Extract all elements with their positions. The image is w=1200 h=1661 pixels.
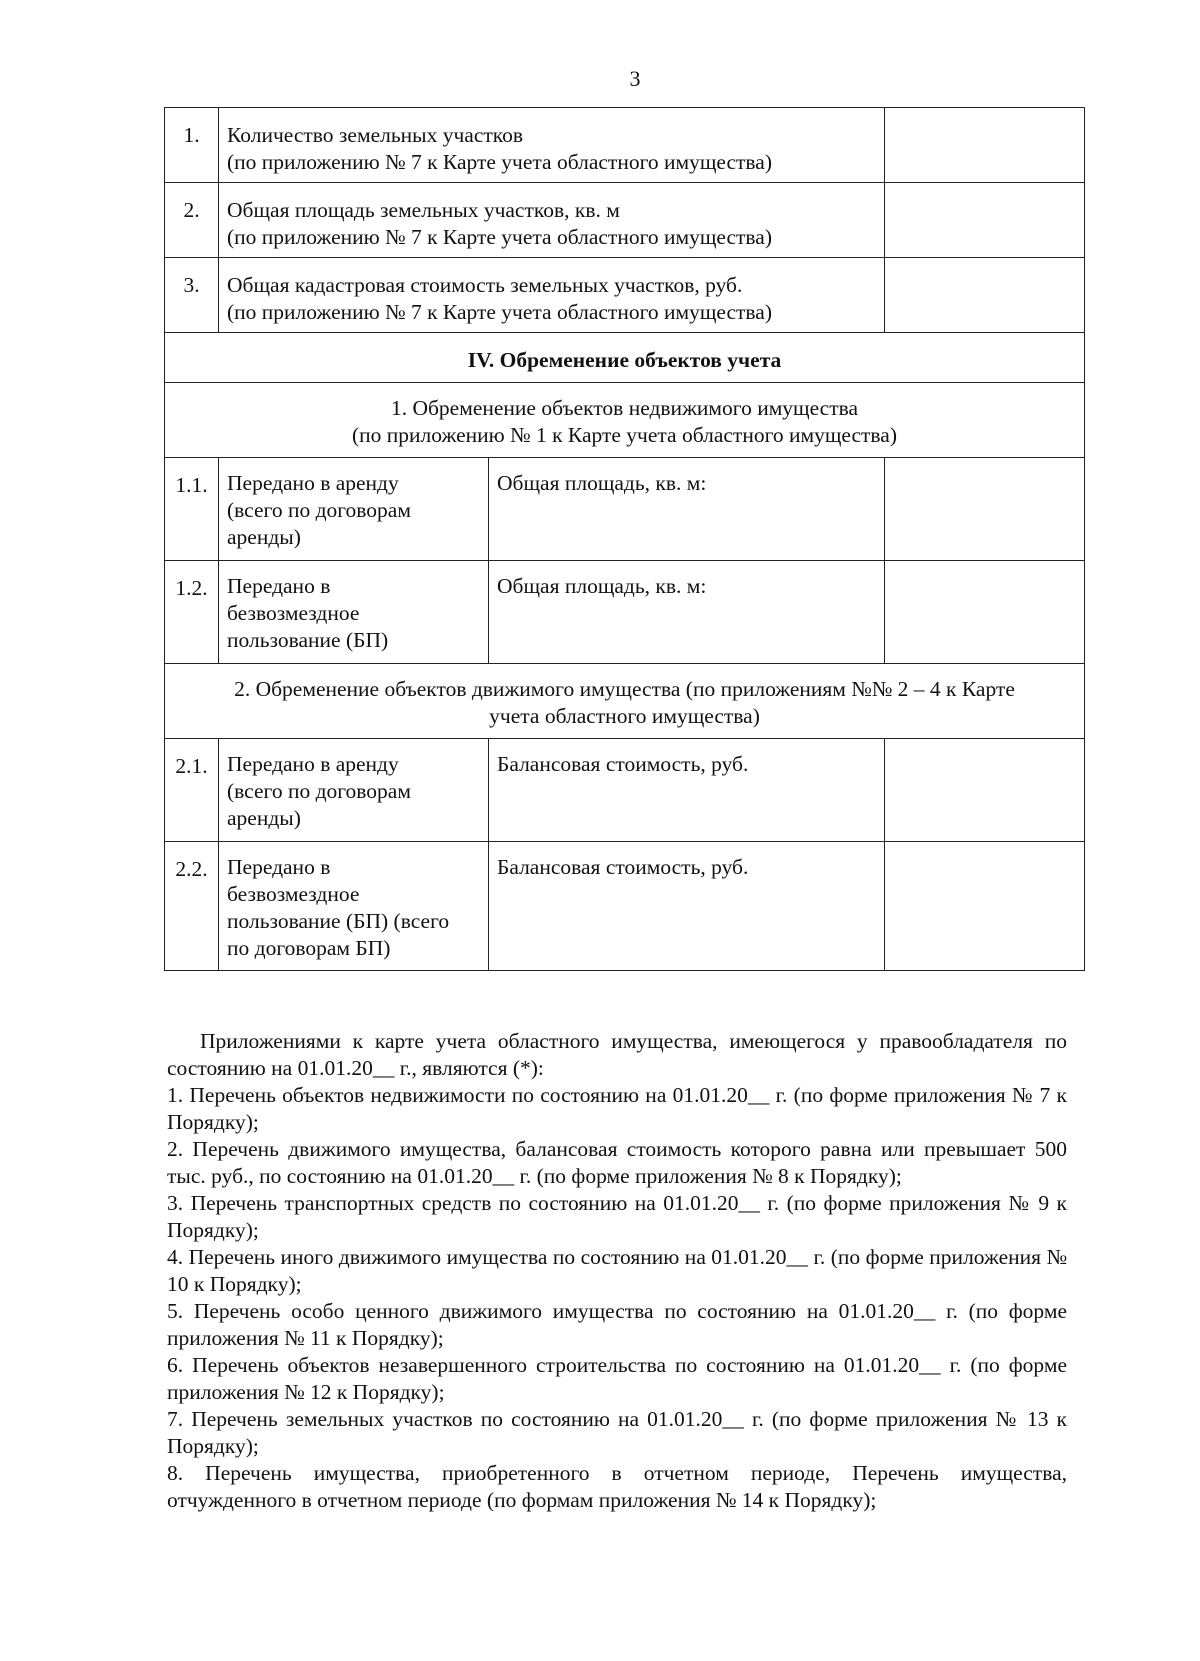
appendix-item: 7. Перечень земельных участков по состоянию на 01.01.20__ г. (по форме приложения № 13 к Порядку); [167,1407,1067,1458]
row-number: 2.1. [165,739,219,842]
row-number: 1.2. [165,561,219,664]
row-label-line: пользование (БП) (всего [227,909,450,933]
row-label-line: по договорам БП) [227,936,391,960]
appendix-item: 4. Перечень иного движимого имущества по состоянию на 01.01.20__ г. (по форме приложения № 10 к Порядку); [167,1245,1067,1296]
row-label-line: Передано в аренду [227,471,399,495]
row-description-line: Общая площадь земельных участков, кв. м [227,198,620,222]
row-label [219,842,489,971]
row-description-line: Общая кадастровая стоимость земельных участков, руб. [227,273,743,297]
row-metric: Общая площадь, кв. м: [489,458,885,561]
group-title-line: 2. Обременение объектов движимого имущества (по приложениям №№ 2 – 4 к Карте [234,677,1015,701]
group-title [165,664,1085,739]
row-metric: Балансовая стоимость, руб. [489,842,885,971]
row-label-line: Передано в [227,574,331,598]
row-label-line: безвозмездное [227,601,360,625]
table-row-land-area [165,183,1085,258]
row-label-line: (всего по договорам [227,779,411,803]
row-label [219,739,489,842]
row-metric: Балансовая стоимость, руб. [489,739,885,842]
value-cell[interactable] [885,108,1085,183]
row-label [219,561,489,664]
appendix-list [167,1028,1067,1514]
row-number: 2. [165,183,219,258]
table-row-movable-lease [165,739,1085,842]
table-row-land-cadastral-value [165,258,1085,333]
group-header-row-movable [165,664,1085,739]
value-cell[interactable] [885,842,1085,971]
row-description-line: (по приложению № 7 к Карте учета областного имущества) [227,150,772,174]
value-cell[interactable] [885,183,1085,258]
row-label-line: пользование (БП) [227,628,389,652]
appendix-item: 3. Перечень транспортных средств по состоянию на 01.01.20__ г. (по форме приложения № 9 к Порядку); [167,1191,1067,1242]
row-label-line: (всего по договорам [227,498,411,522]
appendix-item: 6. Перечень объектов незавершенного строительства по состоянию на 01.01.20__ г. (по форме приложения № 12 к Порядку); [167,1353,1067,1404]
row-description-line: Количество земельных участков [227,123,524,147]
property-accounting-table [164,107,1085,971]
appendix-item: 5. Перечень особо ценного движимого имущества по состоянию на 01.01.20__ г. (по форме приложения № 11 к Порядку); [167,1299,1067,1350]
value-cell[interactable] [885,739,1085,842]
group-header-row-real-estate [165,383,1085,458]
appendix-item: 8. Перечень имущества, приобретенного в отчетном периоде, Перечень имущества, отчужденного в отчетном периоде (по формам приложения № 14 к Порядку); [167,1461,1067,1512]
group-title-line: (по приложению № 1 к Карте учета областного имущества) [352,423,897,447]
section-title: IV. Обременение объектов учета [165,333,1085,383]
row-number: 3. [165,258,219,333]
row-number: 1. [165,108,219,183]
row-description [219,258,885,333]
row-description-line: (по приложению № 7 к Карте учета областного имущества) [227,225,772,249]
row-label-line: аренды) [227,806,301,830]
row-description [219,183,885,258]
row-label-line: аренды) [227,525,301,549]
row-number: 1.1. [165,458,219,561]
group-title [165,383,1085,458]
group-title-line: учета областного имущества) [489,704,760,728]
value-cell[interactable] [885,258,1085,333]
page-number: 3 [629,66,641,91]
table-row-real-estate-free-use [165,561,1085,664]
appendix-intro: Приложениями к карте учета областного имущества, имеющегося у правообладателя по состоянию на 01.01.20__ г., являются (*): [167,1029,1067,1080]
appendix-item: 1. Перечень объектов недвижимости по состоянию на 01.01.20__ г. (по форме приложения № 7 к Порядку); [167,1083,1067,1134]
table-row-real-estate-lease [165,458,1085,561]
table-row-movable-free-use [165,842,1085,971]
row-number: 2.2. [165,842,219,971]
row-label-line: Передано в аренду [227,752,399,776]
appendix-item: 2. Перечень движимого имущества, балансовая стоимость которого равна или превышает 500 тыс. руб., по состоянию на 01.01.20__ г. (по форме приложения № 8 к Порядку); [167,1137,1067,1188]
value-cell[interactable] [885,561,1085,664]
value-cell[interactable] [885,458,1085,561]
row-label [219,458,489,561]
row-label-line: безвозмездное [227,882,360,906]
section-header-row [165,333,1085,383]
row-description-line: (по приложению № 7 к Карте учета областного имущества) [227,300,772,324]
group-title-line: 1. Обременение объектов недвижимого имущества [390,396,859,420]
row-metric: Общая площадь, кв. м: [489,561,885,664]
row-description [219,108,885,183]
row-label-line: Передано в [227,855,331,879]
table-row-land-count [165,108,1085,183]
